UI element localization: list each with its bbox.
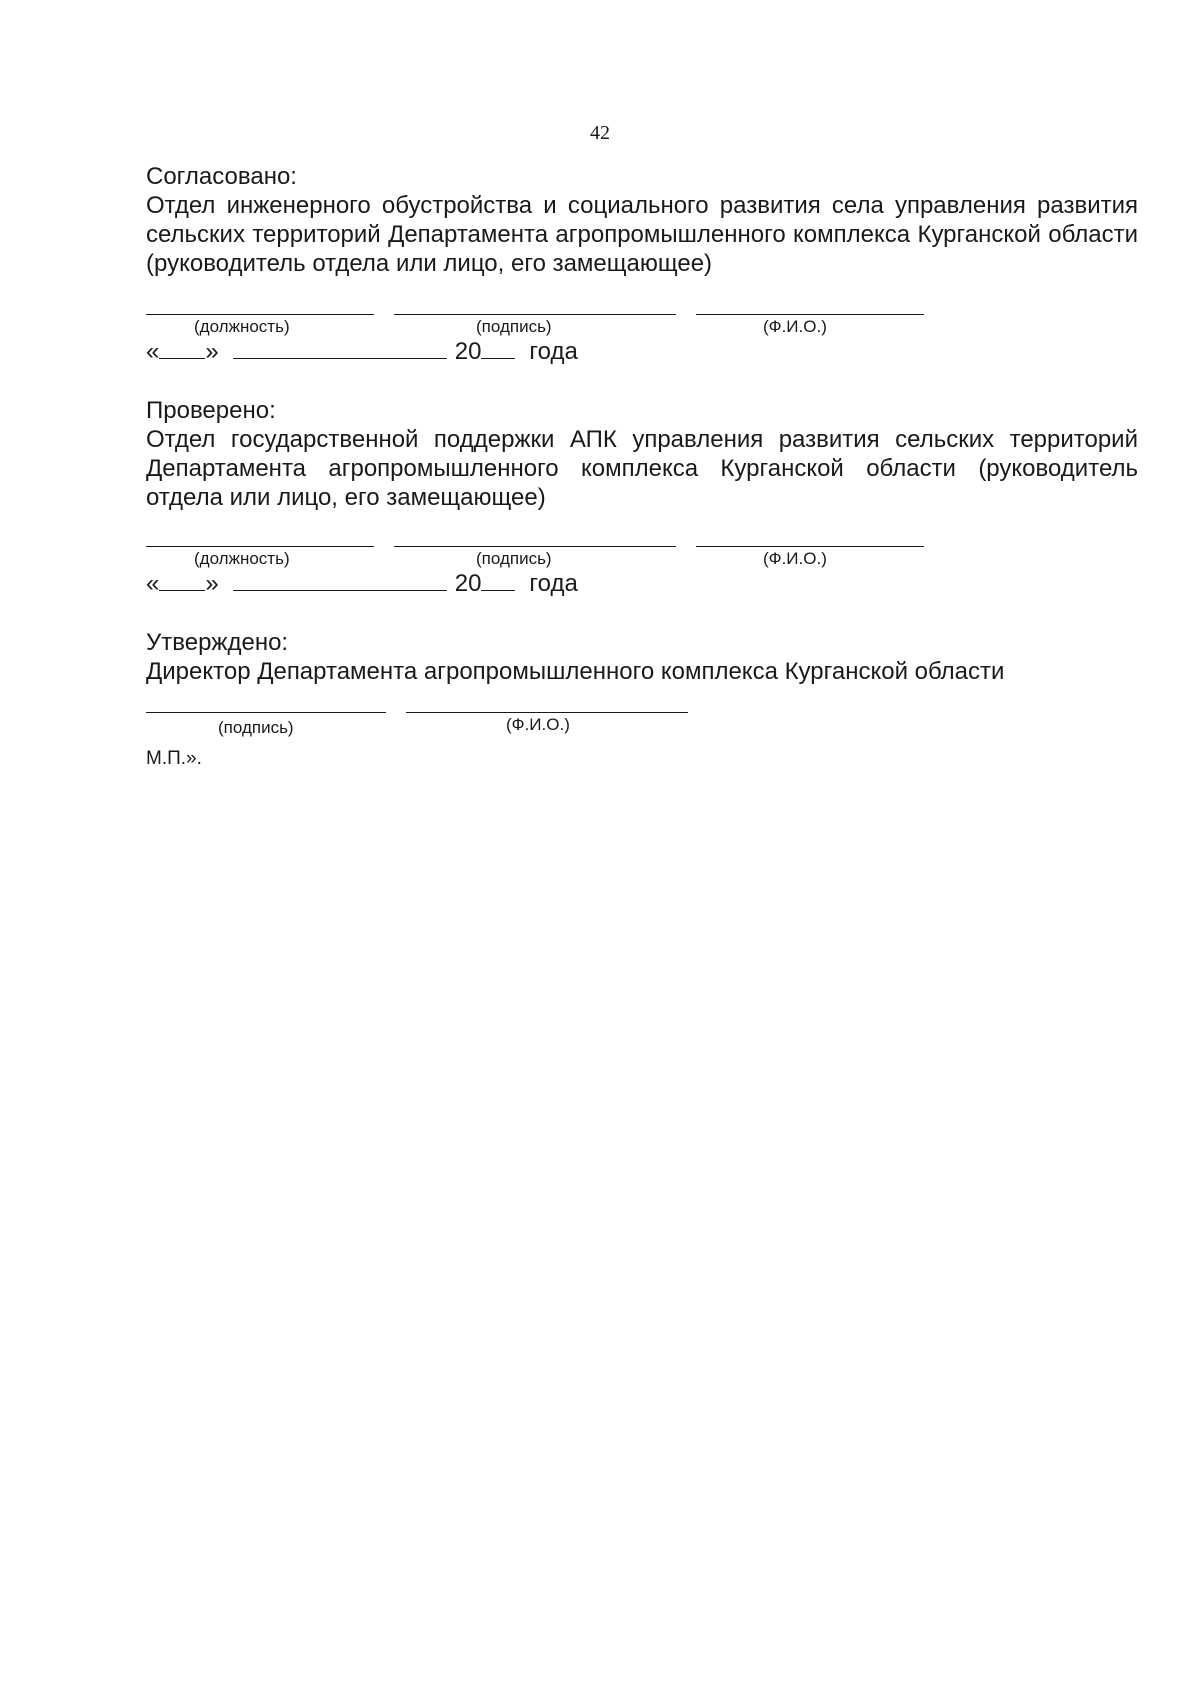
name-caption: (Ф.И.О.) xyxy=(763,549,827,568)
year-word: года xyxy=(529,338,578,365)
date-close-quote: » xyxy=(205,338,219,365)
signature-caption: (подпись) xyxy=(476,317,552,336)
month-blank xyxy=(233,336,447,359)
date-line xyxy=(146,336,1138,367)
year-prefix: 20 xyxy=(454,570,482,597)
date-open-quote: « xyxy=(146,570,160,597)
name-caption: (Ф.И.О.) xyxy=(763,317,827,336)
day-blank xyxy=(159,568,205,591)
signature-caption: (подпись) xyxy=(476,549,552,568)
signature-lines xyxy=(146,546,1138,548)
year-word: года xyxy=(529,570,578,597)
name-line xyxy=(696,314,924,315)
signature-caption: (подпись) xyxy=(218,718,294,737)
position-line xyxy=(146,314,374,315)
block-heading: Утверждено: xyxy=(146,629,289,656)
date-close-quote: » xyxy=(205,570,219,597)
day-blank xyxy=(159,336,205,359)
year-blank xyxy=(481,336,515,359)
approval-block-checked xyxy=(146,396,1138,616)
position-caption: (должность) xyxy=(194,549,290,568)
name-line xyxy=(406,712,688,713)
approval-block-agreed xyxy=(146,162,1138,382)
signature-lines xyxy=(146,314,1138,316)
signature-lines xyxy=(146,712,1138,714)
position-line xyxy=(146,546,374,547)
signature-line xyxy=(146,712,386,713)
position-caption: (должность) xyxy=(194,317,290,336)
date-open-quote: « xyxy=(146,338,160,365)
page-number: 42 xyxy=(590,122,610,144)
block-text: Отдел государственной поддержки АПК управления развития сельских территорий Департамента агропромышленного комплекса Курганской области (руководитель отдела или лицо, его замещающее) xyxy=(146,426,1138,511)
date-line xyxy=(146,568,1138,599)
block-text: Директор Департамента агропромышленного комплекса Курганской области xyxy=(146,658,1005,685)
block-heading: Проверено: xyxy=(146,397,276,424)
year-blank xyxy=(481,568,515,591)
year-prefix: 20 xyxy=(454,338,482,365)
month-blank xyxy=(233,568,447,591)
block-heading: Согласовано: xyxy=(146,163,297,190)
name-line xyxy=(696,546,924,547)
signature-line xyxy=(394,314,676,315)
name-caption: (Ф.И.О.) xyxy=(506,715,570,734)
approval-block-approved xyxy=(146,628,1138,788)
block-text: Отдел инженерного обустройства и социального развития села управления развития сельских территорий Департамента агропромышленного комплекса Курганской области (руководитель отдела или лицо, его замещающее) xyxy=(146,192,1138,277)
stamp-place-label: М.П.». xyxy=(146,748,202,769)
signature-line xyxy=(394,546,676,547)
